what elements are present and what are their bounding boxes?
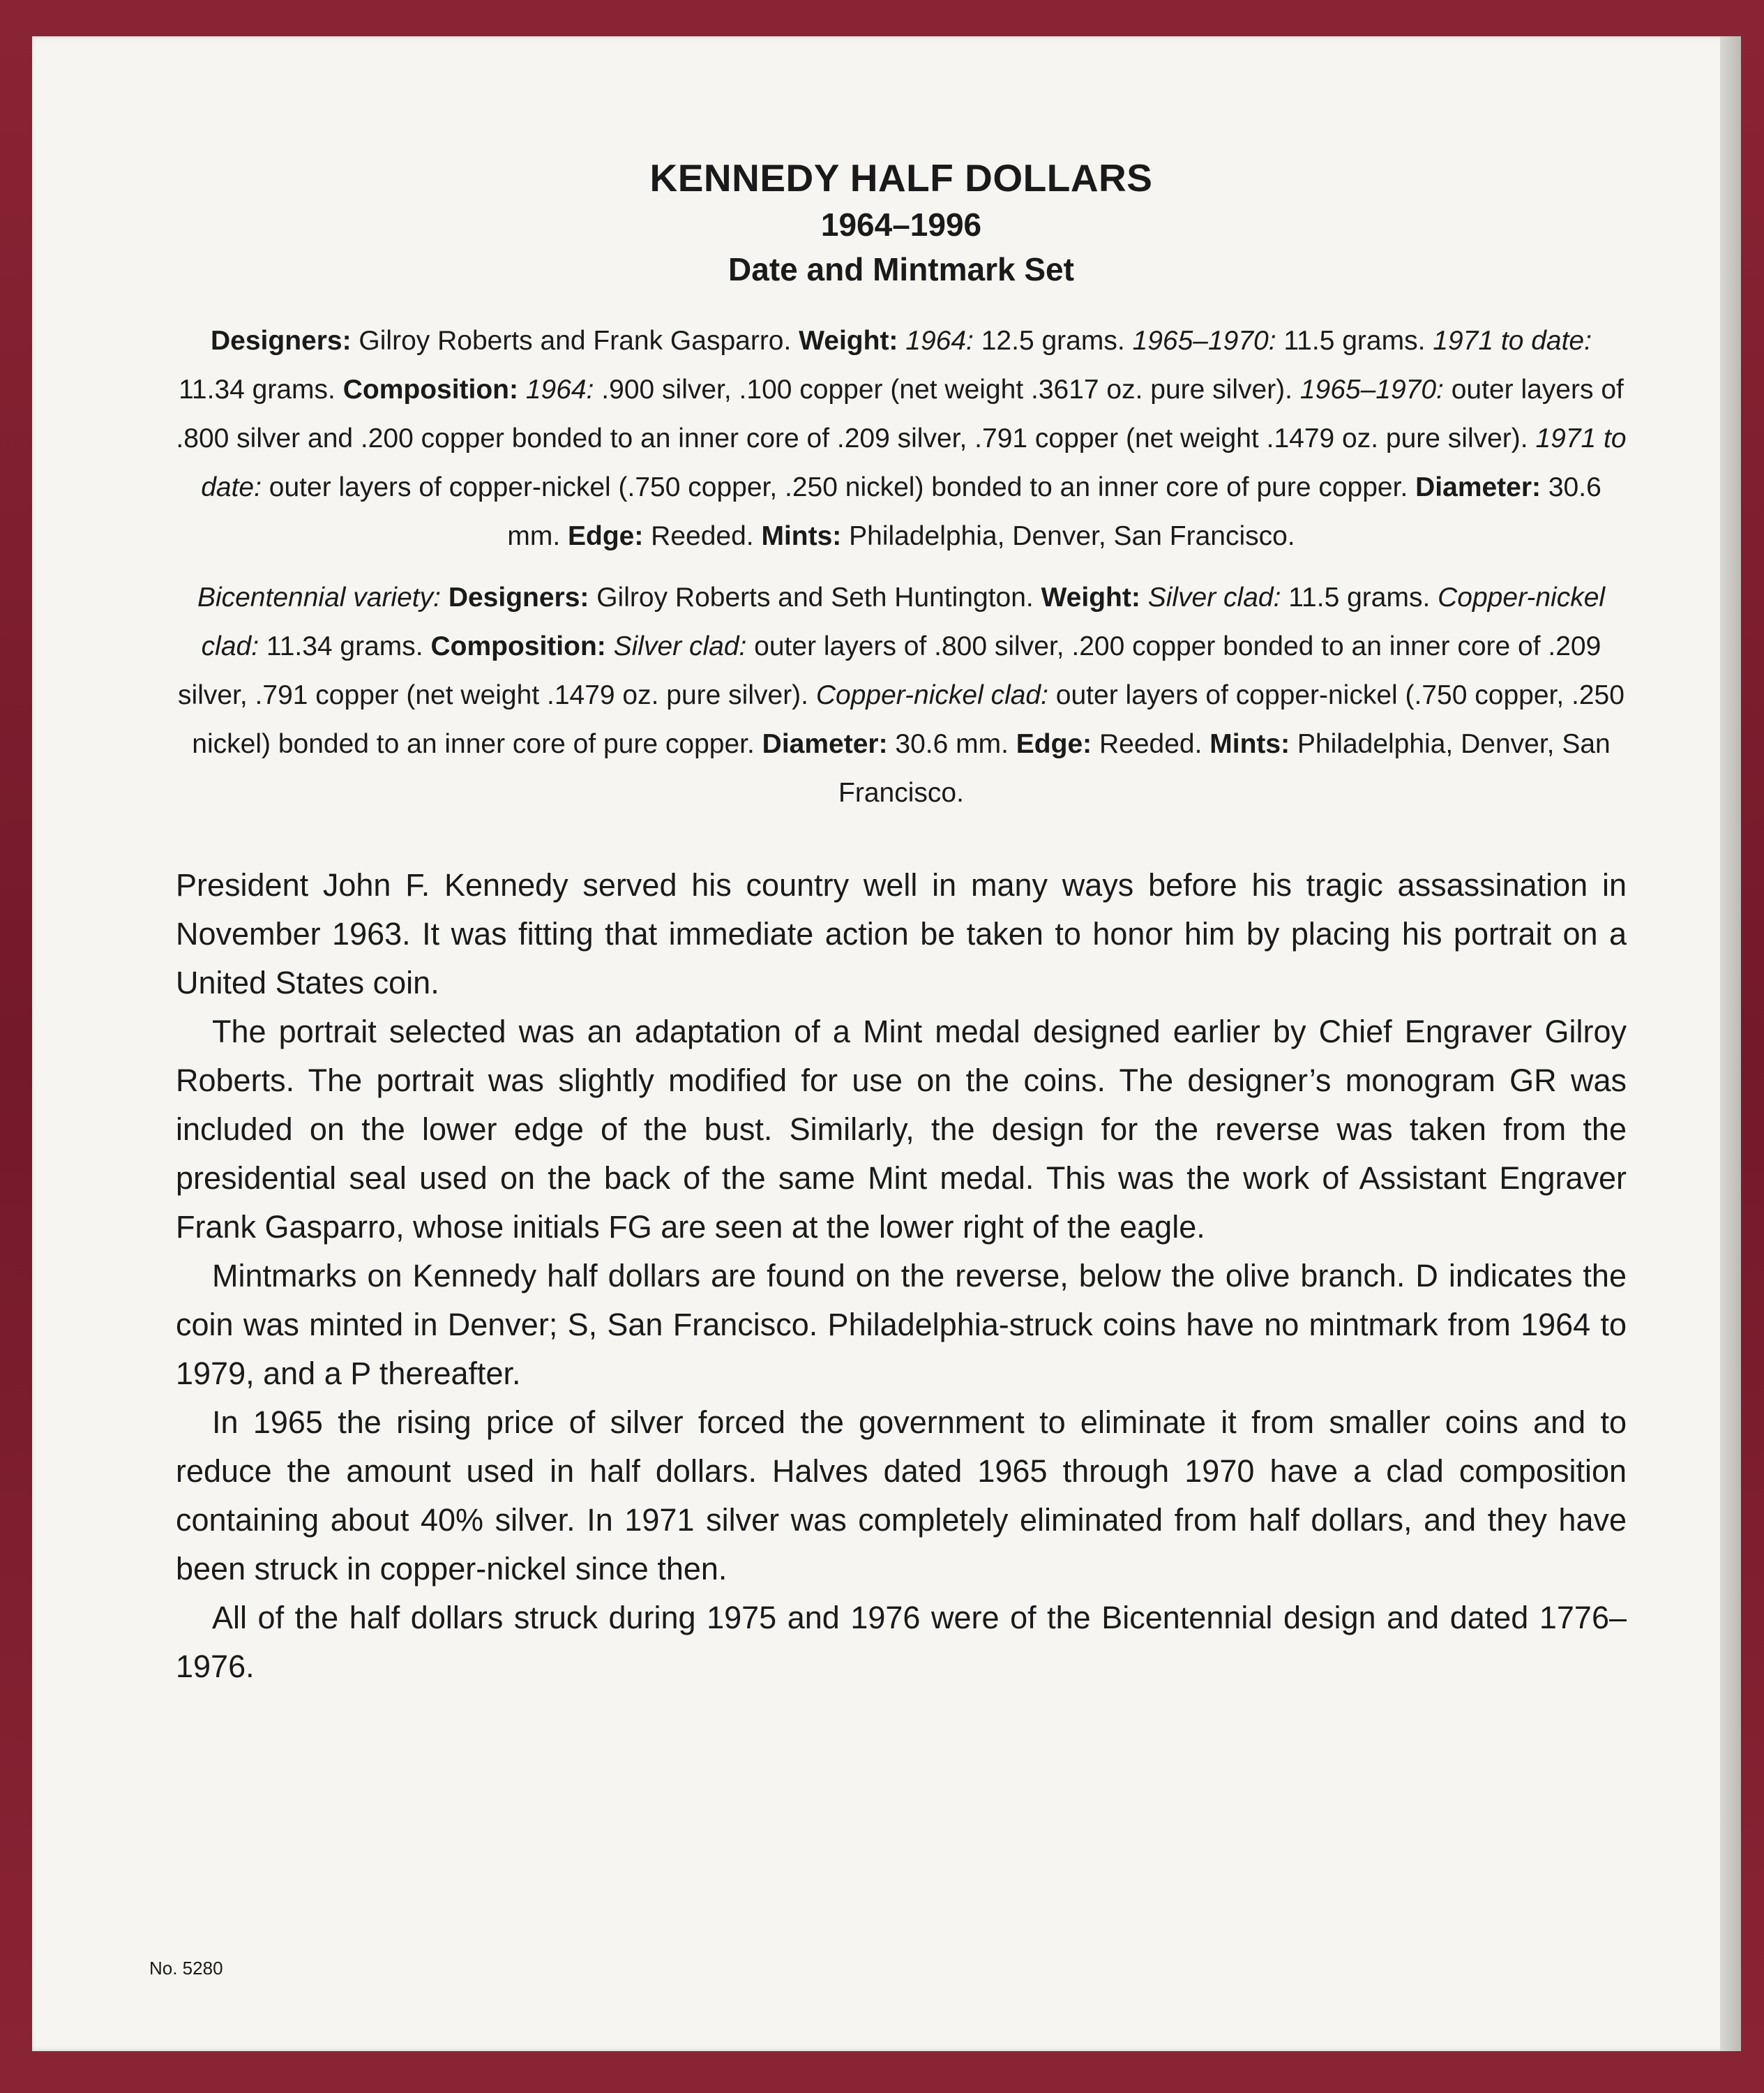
page-title: KENNEDY HALF DOLLARS bbox=[649, 156, 1153, 200]
specs-bicentennial: Bicentennial variety: Designers: Gilroy Roberts and Seth Huntington. Weight: Silver clad: 11.5 grams. Copper-nickel clad: 11.34 grams. Composition: Silver clad: outer layers of .800 silver, .200 copper bonded to an inner core of .209 silver, .791 copper (net weight .1479 oz. pure silver). Copper-nickel clad: outer layers of copper-nickel (.750 copper, .250 nickel) bonded to an inner core of pure copper. Diameter: 30.6 mm. Edge: Reeded. Mints: Philadelphia, Denver, San Francisco. bbox=[178, 583, 1624, 808]
history-paragraph-3: Mintmarks on Kennedy half dollars are found on the reverse, below the olive branch. D indicates the coin was minted in Denver; S, San Francisco. Philadelphia-struck coins have no mintmark from 1964 to 1979, and a P thereafter. bbox=[176, 1258, 1627, 1391]
album-page bbox=[32, 36, 1741, 2051]
page-spine bbox=[1720, 36, 1741, 2051]
catalog-number: No. 5280 bbox=[149, 1958, 223, 1979]
history-paragraph-2: The portrait selected was an adaptation of a Mint medal designed earlier by Chief Engraver Gilroy Roberts. The portrait was slightly modified for use on the coins. The designer’s monogram GR was included on the lower edge of the bust. Similarly, the design for the reverse was taken from the presidential seal used on the back of the same Mint medal. This was the work of Assistant Engraver Frank Gasparro, whose initials FG are seen at the lower right of the eagle. bbox=[176, 1014, 1627, 1245]
history-text bbox=[176, 861, 1627, 1691]
history-paragraph-4: In 1965 the rising price of silver forced the government to eliminate it from smaller coins and to reduce the amount used in half dollars. Halves dated 1965 through 1970 have a clad composition containing about 40% silver. In 1971 silver was completely eliminated from half dollars, and they have been struck in copper-nickel since then. bbox=[176, 1404, 1627, 1586]
specs-standard: Designers: Gilroy Roberts and Frank Gasparro. Weight: 1964: 12.5 grams. 1965–1970: 11.5 grams. 1971 to date: 11.34 grams. Composition: 1964: .900 silver, .100 copper (net weight .3617 oz. pure silver). 1965–1970: outer layers of .800 silver and .200 copper bonded to an inner core of .209 silver, .791 copper (net weight .1479 oz. pure silver). 1971 to date: outer layers of copper-nickel (.750 copper, .250 nickel) bonded to an inner core of pure copper. Diameter: 30.6 mm. Edge: Reeded. Mints: Philadelphia, Denver, San Francisco. bbox=[176, 326, 1627, 551]
set-name: Date and Mintmark Set bbox=[728, 251, 1074, 287]
page-content bbox=[176, 153, 1627, 1691]
history-paragraph-1: President John F. Kennedy served his country well in many ways before his tragic assassination in November 1963. It was fitting that immediate action be taken to honor him by placing his portrait on a United States coin. bbox=[176, 867, 1627, 1000]
specifications bbox=[176, 317, 1627, 818]
year-range: 1964–1996 bbox=[820, 207, 982, 243]
history-paragraph-5: All of the half dollars struck during 1975 and 1976 were of the Bicentennial design and dated 1776–1976. bbox=[176, 1600, 1627, 1684]
